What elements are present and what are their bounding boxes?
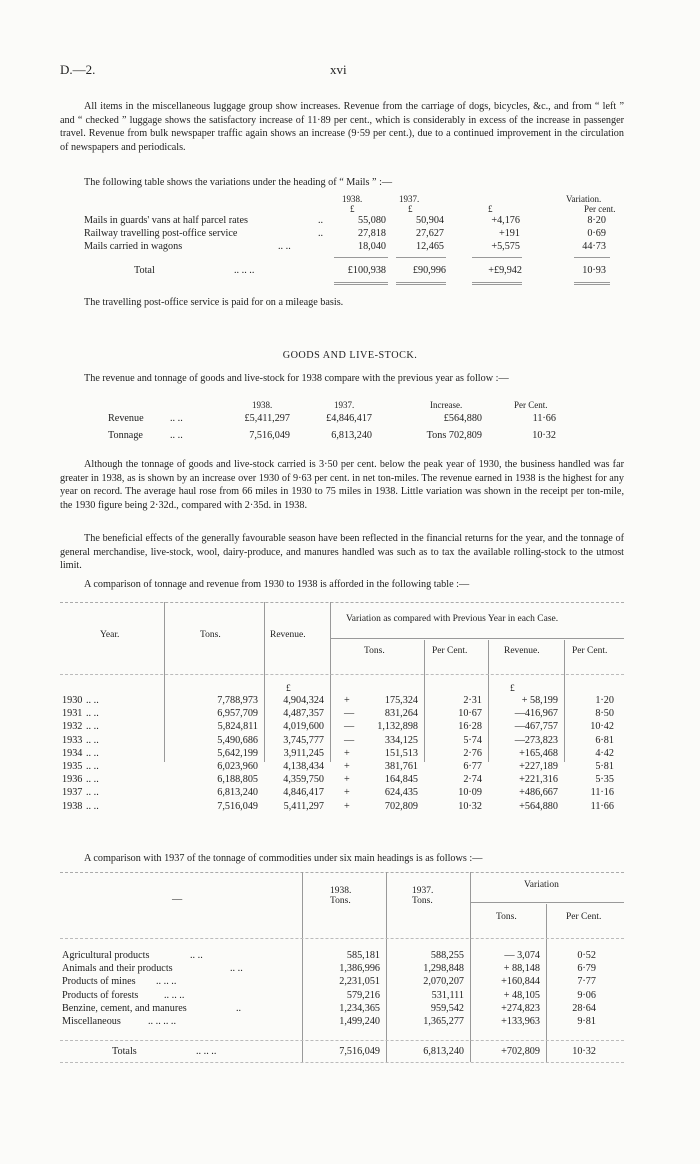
totals-variation: +702,809	[501, 1046, 540, 1057]
row-sign: —	[344, 721, 355, 733]
column-rule	[330, 602, 331, 762]
row-percent: 44·73	[582, 241, 606, 252]
row-year: 1932	[62, 721, 83, 733]
row-year: 1937	[62, 787, 83, 799]
row-1938: 2,231,051	[339, 976, 380, 988]
row-label: Revenue	[108, 413, 144, 424]
row-var-revenue: +486,667	[519, 787, 558, 799]
totals-rule	[60, 1040, 624, 1041]
divider	[396, 282, 446, 285]
goods-header-increase: Increase.	[430, 400, 463, 410]
table-top-rule	[60, 872, 624, 873]
total-1938: £100,938	[347, 265, 386, 276]
row-year: 1934	[62, 747, 83, 759]
row-variation: — 3,074	[504, 950, 540, 961]
commodities-intro: A comparison with 1937 of the tonnage of commodities under six main headings is as follows :—	[84, 853, 483, 864]
row-revenue: 3,745,777	[283, 734, 324, 746]
row-variation: + 48,105	[503, 989, 540, 1001]
row-1938: 55,080	[357, 215, 386, 226]
row-var-rev-percent: 6·81	[595, 734, 614, 746]
row-dots: .. .. ..	[156, 976, 177, 988]
row-dots: .. ..	[86, 708, 99, 720]
row-var-percent: 6·77	[463, 761, 482, 772]
totals-percent: 10·32	[572, 1046, 596, 1057]
divider	[472, 257, 522, 258]
col-header-blank: —	[172, 894, 183, 905]
row-var-percent: 10·32	[458, 800, 482, 812]
row-percent: 9·81	[577, 1016, 596, 1027]
mails-header-variation: Variation.	[566, 194, 602, 204]
total-1937: £90,996	[412, 265, 446, 276]
total-variation: +£9,942	[488, 265, 522, 276]
row-var-revenue: + 58,199	[521, 695, 558, 706]
row-1937: 27,627	[415, 228, 444, 239]
column-rule	[302, 872, 303, 1062]
row-percent: 28·64	[572, 1002, 596, 1014]
totals-dots: .. .. ..	[196, 1046, 217, 1057]
row-var-rev-percent: 10·42	[590, 721, 614, 733]
row-label: Tonnage	[108, 430, 143, 441]
column-rule	[264, 602, 265, 762]
row-tons: 5,642,199	[217, 747, 258, 759]
header-bottom-rule	[60, 674, 624, 675]
row-label: Animals and their products	[62, 963, 173, 975]
row-var-rev-percent: 4·42	[595, 747, 614, 759]
row-tons: 6,023,960	[217, 761, 258, 772]
row-1938: 1,234,365	[339, 1002, 380, 1014]
mails-intro: The following table shows the variations under the heading of “ Mails ” :—	[84, 177, 393, 188]
row-sign: +	[344, 695, 350, 706]
col-header-1937: 1937.	[412, 886, 434, 896]
row-variation: + 88,148	[503, 963, 540, 975]
row-percent: 10·32	[532, 430, 556, 441]
row-dots: .. ..	[278, 241, 291, 252]
row-tons: 7,788,973	[217, 695, 258, 706]
col-header-revenue: Revenue.	[270, 630, 306, 640]
row-percent: 11·66	[532, 413, 556, 424]
totals-1937: 6,813,240	[423, 1046, 464, 1057]
row-var-percent: 5·74	[463, 734, 482, 746]
row-year: 1938	[62, 800, 83, 812]
row-var-tons: 151,513	[384, 747, 418, 759]
row-var-percent: 10·67	[458, 708, 482, 720]
divider	[334, 282, 388, 285]
row-dots: .. ..	[86, 695, 99, 706]
row-dots: .. .. .. ..	[148, 1016, 177, 1027]
col-header-tons: Tons.	[200, 630, 221, 640]
col-header-var-percent: Per Cent.	[432, 646, 468, 656]
row-dots: .. ..	[86, 747, 99, 759]
row-var-revenue: +227,189	[519, 761, 558, 772]
header-bottom-rule	[60, 938, 624, 939]
row-label: Mails in guards' vans at half parcel rates	[84, 215, 248, 226]
row-var-tons: 624,435	[384, 787, 418, 799]
row-dots: .. ..	[86, 774, 99, 786]
column-rule	[424, 640, 425, 762]
row-var-tons: 831,264	[384, 708, 418, 720]
row-sign: —	[344, 708, 355, 720]
row-var-rev-percent: 1·20	[595, 695, 614, 706]
row-dots: .. .. ..	[164, 989, 185, 1001]
row-var-tons: 702,809	[384, 800, 418, 812]
divider	[574, 282, 610, 285]
mails-note: The travelling post-office service is paid for on a mileage basis.	[84, 297, 344, 308]
row-revenue: 4,359,750	[283, 774, 324, 786]
column-rule	[470, 872, 471, 1062]
var-revenue-unit: £	[510, 684, 515, 694]
row-1937: 588,255	[430, 950, 464, 961]
row-dots: .. ..	[86, 721, 99, 733]
row-1937: 1,365,277	[423, 1016, 464, 1027]
row-percent: 0·69	[587, 228, 606, 239]
row-variation: +160,844	[501, 976, 540, 988]
row-percent: 8·20	[587, 215, 606, 226]
row-revenue: 4,904,324	[283, 695, 324, 706]
row-sign: +	[344, 747, 350, 759]
row-tons: 5,824,811	[217, 721, 258, 733]
row-label: Miscellaneous	[62, 1016, 121, 1027]
row-1938: 7,516,049	[249, 430, 290, 441]
column-rule	[386, 872, 387, 1062]
mails-header-pound-3: £	[488, 204, 493, 214]
column-rule	[546, 904, 547, 1062]
page-number: xvi	[330, 62, 347, 77]
col-header-year: Year.	[100, 630, 120, 640]
table-bottom-rule	[60, 1062, 624, 1063]
row-variation: +191	[498, 228, 520, 239]
total-percent: 10·93	[582, 265, 606, 276]
row-1938: 585,181	[346, 950, 380, 961]
column-rule	[564, 640, 565, 762]
mails-header-percent: Per cent.	[584, 204, 616, 214]
row-revenue: 5,411,297	[283, 800, 324, 812]
row-var-rev-percent: 11·66	[590, 800, 614, 812]
row-sign: +	[344, 800, 350, 812]
row-var-rev-percent: 11·16	[590, 787, 614, 799]
row-dots: .. ..	[86, 734, 99, 746]
divider	[574, 257, 610, 258]
row-var-percent: 2·31	[463, 695, 482, 706]
row-dots: ..	[318, 228, 324, 239]
row-var-rev-percent: 5·35	[595, 774, 614, 786]
row-revenue: 4,487,357	[283, 708, 324, 720]
row-var-percent: 10·09	[458, 787, 482, 799]
revenue-unit: £	[286, 684, 291, 694]
row-1937: 531,111	[431, 989, 464, 1001]
row-sign: +	[344, 761, 350, 772]
season-paragraph: The beneficial effects of the generally favourable season have been reflected in the financial returns for the year, and the tonnage of general merchandise, live-stock, wool, dairy-produce, and manures handled was such as to tax the available rolling-stock to the utmost limit.	[60, 533, 624, 572]
header-rule	[470, 902, 624, 903]
row-label: Mails carried in wagons	[84, 241, 183, 252]
row-var-percent: 2·76	[463, 747, 482, 759]
mails-header-1937: 1937.	[399, 194, 420, 204]
row-tons: 6,188,805	[217, 774, 258, 786]
row-1938: £5,411,297	[244, 413, 290, 424]
row-var-revenue: +165,468	[519, 747, 558, 759]
row-1937: £4,846,417	[326, 413, 372, 424]
goods-header-percent: Per Cent.	[514, 400, 548, 410]
row-year: 1933	[62, 734, 83, 746]
luggage-paragraph: All items in the miscellaneous luggage group show increases. Revenue from the carriage of dogs, bicycles, &c., and from “ left ” and “ checked ” luggage shows the satisfactory increase of 11·89 per cent., which is considerably in excess of the increase in passenger travel. Revenue from bulk newspaper traffic again shows an increase (9·59 per cent.), due to a continued improvement in the circulation of newspapers and periodicals.	[60, 101, 624, 153]
col-header-1938: 1938.	[330, 886, 352, 896]
comparison-intro: A comparison of tonnage and revenue from 1930 to 1938 is afforded in the following table :—	[84, 579, 470, 590]
row-percent: 6·79	[577, 963, 596, 975]
row-year: 1930	[62, 695, 83, 706]
row-1937: 50,904	[415, 215, 444, 226]
col-header-variation: Variation as compared with Previous Year in each Case.	[346, 614, 559, 624]
row-1937: 6,813,240	[331, 430, 372, 441]
row-variation: +5,575	[491, 241, 520, 252]
row-tons: 6,957,709	[217, 708, 258, 720]
row-label: Benzine, cement, and manures	[62, 1002, 187, 1014]
row-var-tons: 381,761	[384, 761, 418, 772]
row-1938: 1,499,240	[339, 1016, 380, 1027]
goods-header-1938: 1938.	[252, 400, 273, 410]
total-label: Total	[134, 265, 155, 276]
row-increase: £564,880	[443, 413, 482, 424]
totals-label: Totals	[112, 1046, 137, 1057]
col-header-var-tons: Tons.	[364, 646, 385, 656]
row-revenue: 3,911,245	[283, 747, 324, 759]
mails-header-pound-2: £	[408, 204, 413, 214]
row-1938: 27,818	[357, 228, 386, 239]
row-var-revenue: +564,880	[519, 800, 558, 812]
row-year: 1936	[62, 774, 83, 786]
row-1937: 1,298,848	[423, 963, 464, 975]
divider	[334, 257, 388, 258]
row-tons: 5,490,686	[217, 734, 258, 746]
goods-header-1937: 1937.	[334, 400, 355, 410]
row-revenue: 4,138,434	[283, 761, 324, 772]
column-rule	[488, 640, 489, 762]
row-var-revenue: —416,967	[514, 708, 558, 720]
header-rule	[330, 638, 624, 639]
col-header-1938-unit: Tons.	[330, 896, 351, 906]
row-dots: ..	[236, 1002, 242, 1014]
table-top-rule	[60, 602, 624, 603]
row-var-percent: 2·74	[463, 774, 482, 786]
row-label: Railway travelling post-office service	[84, 228, 238, 239]
row-1938: 18,040	[357, 241, 386, 252]
col-header-var-revenue: Revenue.	[504, 646, 540, 656]
row-var-tons: 334,125	[384, 734, 418, 746]
divider	[472, 282, 522, 285]
row-dots: .. ..	[86, 800, 99, 812]
col-header-variation: Variation	[524, 880, 559, 890]
col-header-var-tons: Tons.	[496, 912, 517, 922]
mails-header-1938: 1938.	[342, 194, 363, 204]
divider	[396, 257, 446, 258]
col-header-var-rev-percent: Per Cent.	[572, 646, 608, 656]
totals-1938: 7,516,049	[339, 1046, 380, 1057]
row-var-tons: 164,845	[384, 774, 418, 786]
row-1938: 1,386,996	[339, 963, 380, 975]
tonnage-paragraph: Although the tonnage of goods and live-stock carried is 3·50 per cent. below the peak year of 1930, the business handled was far greater in 1938, as is shown by an increase over 1930 of 9·63 per cent. in net ton-miles. The revenue earned in 1938 is the highest for any year on record. The average haul rose from 66 miles in 1930 to 75 miles in 1938. Little variation was shown in the receipt per ton-mile, the 1930 figure being 2·32d., compared with 2·35d. in 1938.	[60, 459, 624, 511]
row-revenue: 4,846,417	[283, 787, 324, 799]
row-percent: 0·52	[577, 950, 596, 961]
total-dots: .. .. ..	[234, 265, 255, 276]
row-var-percent: 16·28	[458, 721, 482, 733]
row-variation: +274,823	[501, 1002, 540, 1014]
row-label: Agricultural products	[62, 950, 150, 961]
row-label: Products of mines	[62, 976, 136, 988]
row-increase: Tons 702,809	[426, 430, 482, 441]
row-dots: .. ..	[170, 430, 183, 441]
row-var-tons: 175,324	[384, 695, 418, 706]
row-var-revenue: —467,757	[514, 721, 558, 733]
row-dots: .. ..	[86, 787, 99, 799]
row-var-rev-percent: 5·81	[595, 761, 614, 772]
row-year: 1931	[62, 708, 83, 720]
section-heading-goods: GOODS AND LIVE-STOCK.	[282, 350, 418, 361]
goods-intro: The revenue and tonnage of goods and live-stock for 1938 compare with the previous year as follow :—	[84, 373, 509, 384]
document-code: D.—2.	[60, 62, 96, 77]
row-1938: 579,216	[346, 989, 380, 1001]
col-header-var-percent: Per Cent.	[566, 912, 602, 922]
row-tons: 7,516,049	[217, 800, 258, 812]
row-sign: +	[344, 774, 350, 786]
row-sign: —	[344, 734, 355, 746]
row-variation: +4,176	[491, 215, 520, 226]
mails-header-pound-1: £	[350, 204, 355, 214]
row-label: Products of forests	[62, 989, 139, 1001]
row-1937: 2,070,207	[423, 976, 464, 988]
row-dots: ..	[318, 215, 324, 226]
row-sign: +	[344, 787, 350, 799]
row-dots: .. ..	[86, 761, 99, 772]
row-dots: .. ..	[170, 413, 183, 424]
row-variation: +133,963	[501, 1016, 540, 1027]
column-rule	[164, 602, 165, 762]
row-tons: 6,813,240	[217, 787, 258, 799]
col-header-1937-unit: Tons.	[412, 896, 433, 906]
row-1937: 959,542	[430, 1002, 464, 1014]
row-dots: .. ..	[190, 950, 203, 961]
row-dots: .. ..	[230, 963, 243, 975]
row-revenue: 4,019,600	[283, 721, 324, 733]
row-var-revenue: —273,823	[514, 734, 558, 746]
row-1937: 12,465	[415, 241, 444, 252]
row-year: 1935	[62, 761, 83, 772]
row-percent: 9·06	[577, 989, 596, 1001]
row-var-tons: 1,132,898	[377, 721, 418, 733]
row-percent: 7·77	[577, 976, 596, 988]
row-var-rev-percent: 8·50	[595, 708, 614, 720]
row-var-revenue: +221,316	[519, 774, 558, 786]
